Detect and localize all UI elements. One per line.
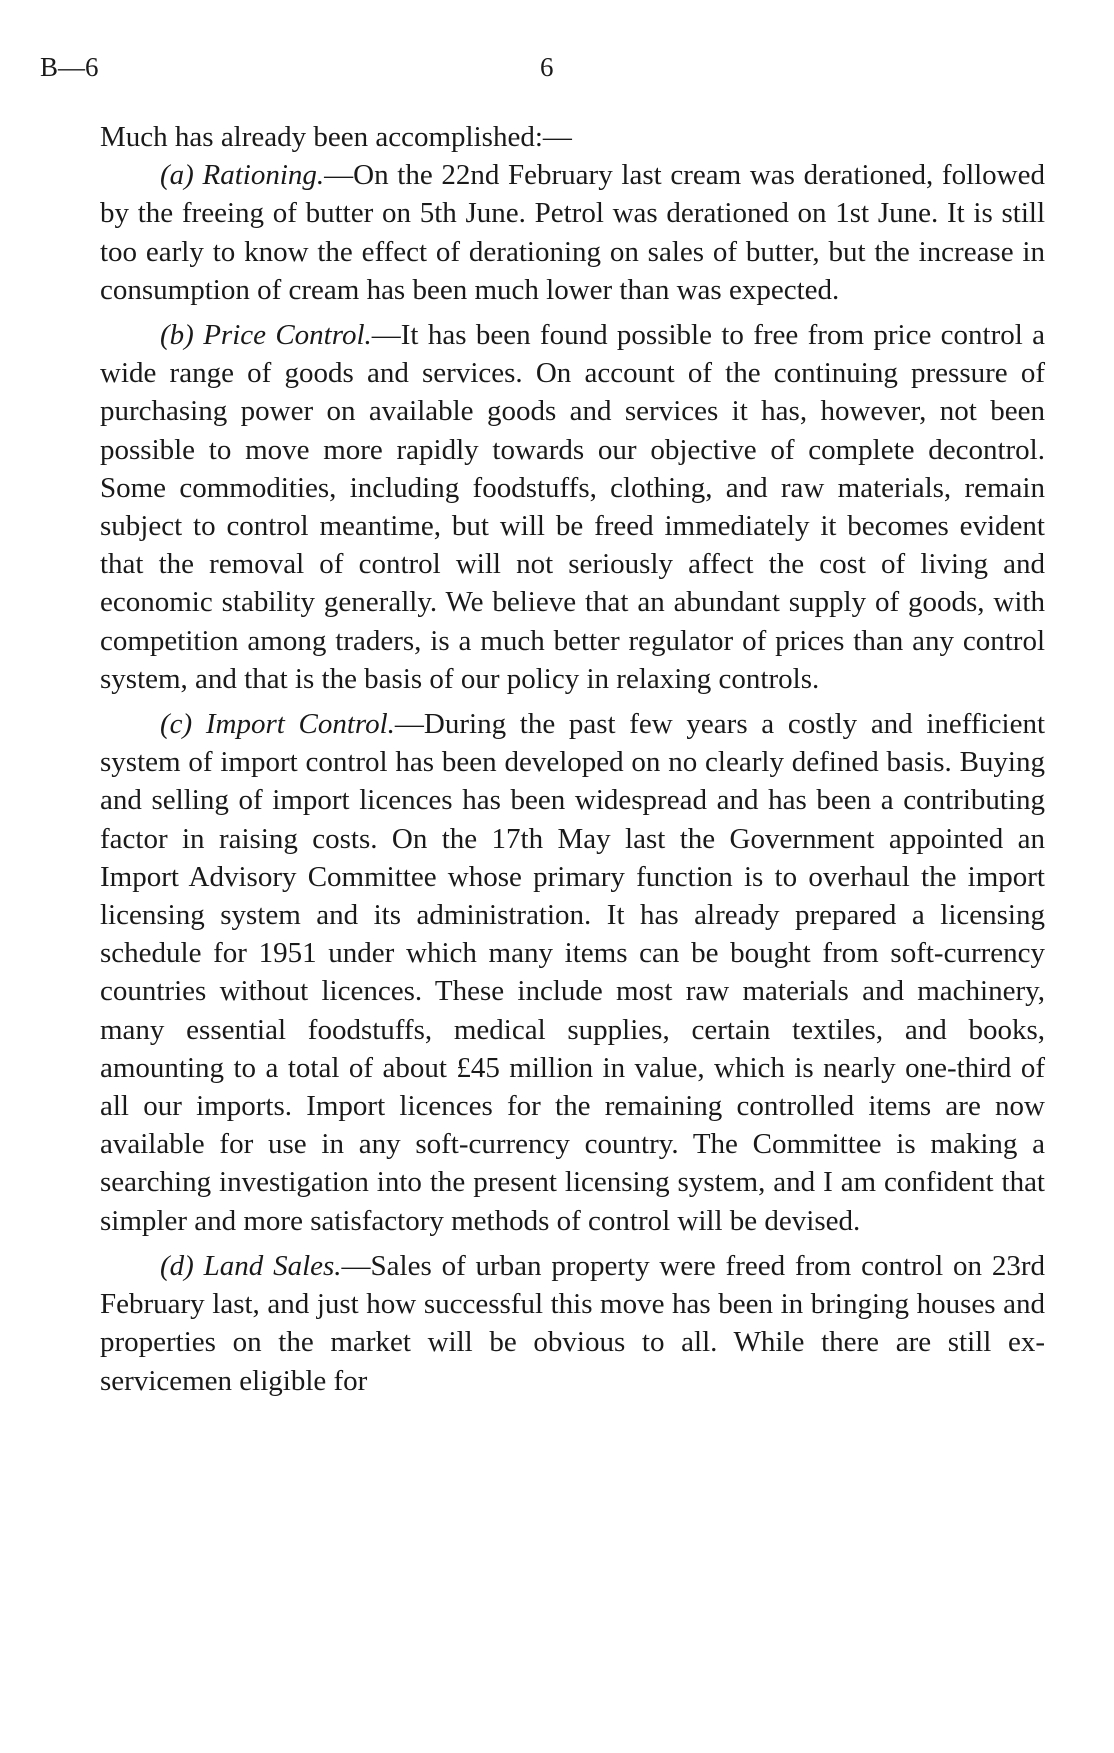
section-land-sales — [100, 1247, 1045, 1400]
document-body — [100, 118, 1045, 1400]
page-reference: B—6 — [40, 52, 99, 82]
section-price-control — [100, 316, 1045, 698]
section-heading: Import Control. — [205, 708, 395, 741]
section-text: —Sales of urban property were freed from control on 23rd February last, and just how successful this move has been in bringing houses and properties on the market will be obvious to all. While there are still ex-servicemen eligible for — [100, 1249, 1046, 1397]
page-header — [40, 52, 1040, 92]
section-text: —It has been found possible to free from price control a wide range of goods and services. On account of the continuing pressure of purchasing power on available goods and services it has, however, not been possible to move more rapidly towards our objective of complete decontrol. Some commodities, including foodstuffs, clothing, and raw materials, remain subject to control meantime, but will be freed immediately it becomes evident that the removal of control will not seriously affect the cost of living and economic stability generally. We believe that an abundant supply of goods, with competition among traders, is a much better regulator of prices than any control system, and that is the basis of our policy in relaxing controls. — [100, 319, 1046, 695]
section-marker: (c) — [160, 708, 193, 741]
section-heading: Price Control. — [203, 319, 372, 352]
section-text: —On the 22nd February last cream was derationed, followed by the freeing of butter on 5th June. Petrol was derationed on 1st June. It is still too early to know the effect of derationing on sales of butter, but the increase in consumption of cream has been much lower than was expected. — [100, 159, 1045, 306]
page-number: 6 — [540, 52, 554, 82]
section-marker: (a) — [160, 159, 194, 192]
section-text: —During the past few years a costly and inefficient system of import control has been developed on no clearly defined basis. Buying and selling of import licences has been widespread and has been a contributing factor in raising costs. On the 17th May last the Government appointed an Import Advisory Committee whose primary function is to overhaul the import licensing system and its administration. It has already prepared a licensing schedule for 1951 under which many items can be bought from soft-currency countries without licences. These include most raw materials and machinery, many essential foodstuffs, medical supplies, certain textiles, and books, amounting to a total of about £45 million in value, which is nearly one-third of all our imports. Import licences for the remaining controlled items are now available for use in any soft-currency country. The Committee is making a searching investigation into the present licensing system, and I am confident that simpler and more satisfactory methods of control will be devised. — [100, 708, 1046, 1237]
section-import-control — [100, 705, 1045, 1240]
section-marker: (b) — [160, 319, 194, 352]
section-rationing — [100, 156, 1045, 309]
section-heading: Land Sales. — [203, 1249, 342, 1282]
section-heading: Rationing. — [202, 159, 325, 192]
section-marker: (d) — [160, 1249, 194, 1282]
intro-paragraph: Much has already been accomplished:— — [100, 121, 572, 153]
